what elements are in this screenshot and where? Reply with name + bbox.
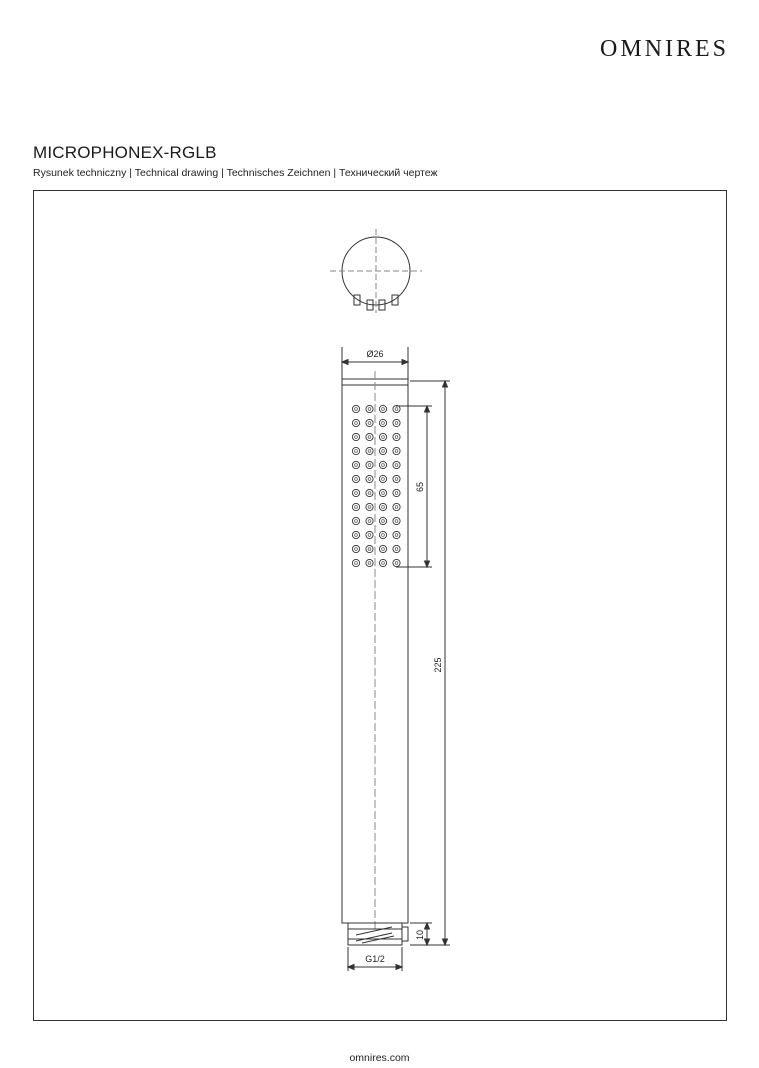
- nozzle-hole: [355, 506, 358, 509]
- length-arrow-top: [443, 381, 448, 387]
- nozzle: [352, 447, 359, 454]
- nozzle: [366, 503, 373, 510]
- nozzle: [352, 461, 359, 468]
- nozzle-hole: [355, 422, 358, 425]
- nozzle-hole: [382, 562, 385, 565]
- nozzle-hole: [395, 506, 398, 509]
- spray-arrow-bottom: [425, 561, 430, 567]
- nozzle-hole: [395, 436, 398, 439]
- nozzle: [366, 531, 373, 538]
- nozzle-hole: [382, 422, 385, 425]
- nozzle: [393, 433, 400, 440]
- nozzle: [379, 531, 386, 538]
- nozzle-hole: [368, 408, 371, 411]
- nozzle: [352, 475, 359, 482]
- nozzle: [379, 433, 386, 440]
- spray-arrow-top: [425, 406, 430, 412]
- nozzle-hole: [382, 534, 385, 537]
- nozzle-hole: [355, 478, 358, 481]
- nozzle: [352, 405, 359, 412]
- nozzle: [366, 405, 373, 412]
- nozzle: [379, 503, 386, 510]
- nozzle-hole: [395, 464, 398, 467]
- nozzle-hole: [368, 492, 371, 495]
- nozzle-hole: [355, 436, 358, 439]
- nozzle-hole: [382, 408, 385, 411]
- thread-arrow-left: [348, 965, 354, 970]
- nozzle: [366, 517, 373, 524]
- nozzle: [379, 475, 386, 482]
- nozzle-hole: [395, 548, 398, 551]
- nozzle-hole: [355, 450, 358, 453]
- footer-website: omnires.com: [349, 1052, 410, 1064]
- nozzle-hole: [382, 450, 385, 453]
- drawing-frame: [33, 190, 727, 1021]
- nozzle-hole: [355, 464, 358, 467]
- nozzle: [352, 531, 359, 538]
- spray-area-label: 65: [415, 481, 425, 493]
- nozzle-hole: [368, 534, 371, 537]
- nozzle-hole: [395, 534, 398, 537]
- nozzle: [379, 545, 386, 552]
- nozzle-hole: [382, 464, 385, 467]
- nozzle: [393, 503, 400, 510]
- nozzle: [366, 433, 373, 440]
- nozzle: [393, 489, 400, 496]
- nozzle-hole: [382, 506, 385, 509]
- thread-label: G1/2: [365, 954, 385, 964]
- nozzle-hole: [382, 520, 385, 523]
- nozzle: [379, 461, 386, 468]
- nozzle: [393, 447, 400, 454]
- thread-connector: [348, 923, 408, 945]
- nozzle: [379, 419, 386, 426]
- nozzle-hole: [355, 534, 358, 537]
- nozzle-hole: [382, 478, 385, 481]
- nozzle-hole: [368, 464, 371, 467]
- nozzle: [393, 461, 400, 468]
- nozzle-hole: [368, 436, 371, 439]
- nozzle-hole: [395, 520, 398, 523]
- nozzle: [366, 489, 373, 496]
- nozzle-hole: [368, 422, 371, 425]
- nozzle: [352, 419, 359, 426]
- nozzle-hole: [395, 450, 398, 453]
- nozzle-hole: [395, 562, 398, 565]
- nozzle-hole: [355, 520, 358, 523]
- nozzle: [366, 419, 373, 426]
- nozzle: [352, 559, 359, 566]
- connector-length-label: 10: [415, 929, 425, 941]
- nozzle: [393, 517, 400, 524]
- nozzle-hole: [395, 478, 398, 481]
- nozzle: [393, 531, 400, 538]
- nozzle-hole: [382, 548, 385, 551]
- nozzle-hole: [382, 492, 385, 495]
- nozzle: [379, 517, 386, 524]
- nozzle: [352, 489, 359, 496]
- thread-arrow-right: [396, 965, 402, 970]
- nozzle: [352, 503, 359, 510]
- nozzle-hole: [355, 492, 358, 495]
- nozzle-hole: [368, 548, 371, 551]
- nozzle-hole: [395, 492, 398, 495]
- nozzle-hole: [382, 436, 385, 439]
- diameter-arrow-right: [402, 360, 408, 365]
- nozzle: [393, 419, 400, 426]
- nozzle: [379, 405, 386, 412]
- nozzle-hole: [395, 422, 398, 425]
- diameter-arrow-left: [342, 360, 348, 365]
- nozzle-hole: [368, 562, 371, 565]
- nozzle: [393, 559, 400, 566]
- length-label: 225: [433, 657, 443, 673]
- nozzle-hole: [368, 506, 371, 509]
- nozzle: [393, 545, 400, 552]
- drawing-subtitle: Rysunek techniczny | Technical drawing | Technisches Zeichnen | Технический чертеж: [33, 167, 438, 179]
- nozzle: [366, 559, 373, 566]
- nozzle-hole: [355, 548, 358, 551]
- nozzle: [393, 475, 400, 482]
- nozzle: [352, 545, 359, 552]
- nozzle: [366, 475, 373, 482]
- connector-arrow-bottom: [425, 939, 430, 945]
- nozzle: [366, 545, 373, 552]
- nozzle-hole: [368, 520, 371, 523]
- nozzle: [352, 433, 359, 440]
- nozzle-hole: [368, 478, 371, 481]
- nozzle: [379, 447, 386, 454]
- diameter-label: Ø26: [366, 349, 384, 359]
- length-arrow-bottom: [443, 939, 448, 945]
- nozzle-hole: [355, 562, 358, 565]
- nozzle-hole: [395, 408, 398, 411]
- technical-drawing: [34, 191, 726, 1020]
- nozzle: [379, 489, 386, 496]
- brand-logo: OMNIRES: [599, 36, 729, 62]
- nozzle: [366, 447, 373, 454]
- nozzle: [366, 461, 373, 468]
- nozzle: [352, 517, 359, 524]
- nozzle: [379, 559, 386, 566]
- nozzle-hole: [368, 450, 371, 453]
- product-title: MICROPHONEX-RGLB: [33, 143, 217, 162]
- nozzle-hole: [355, 408, 358, 411]
- nozzle-grid: [352, 405, 400, 566]
- connector-arrow-top: [425, 923, 430, 929]
